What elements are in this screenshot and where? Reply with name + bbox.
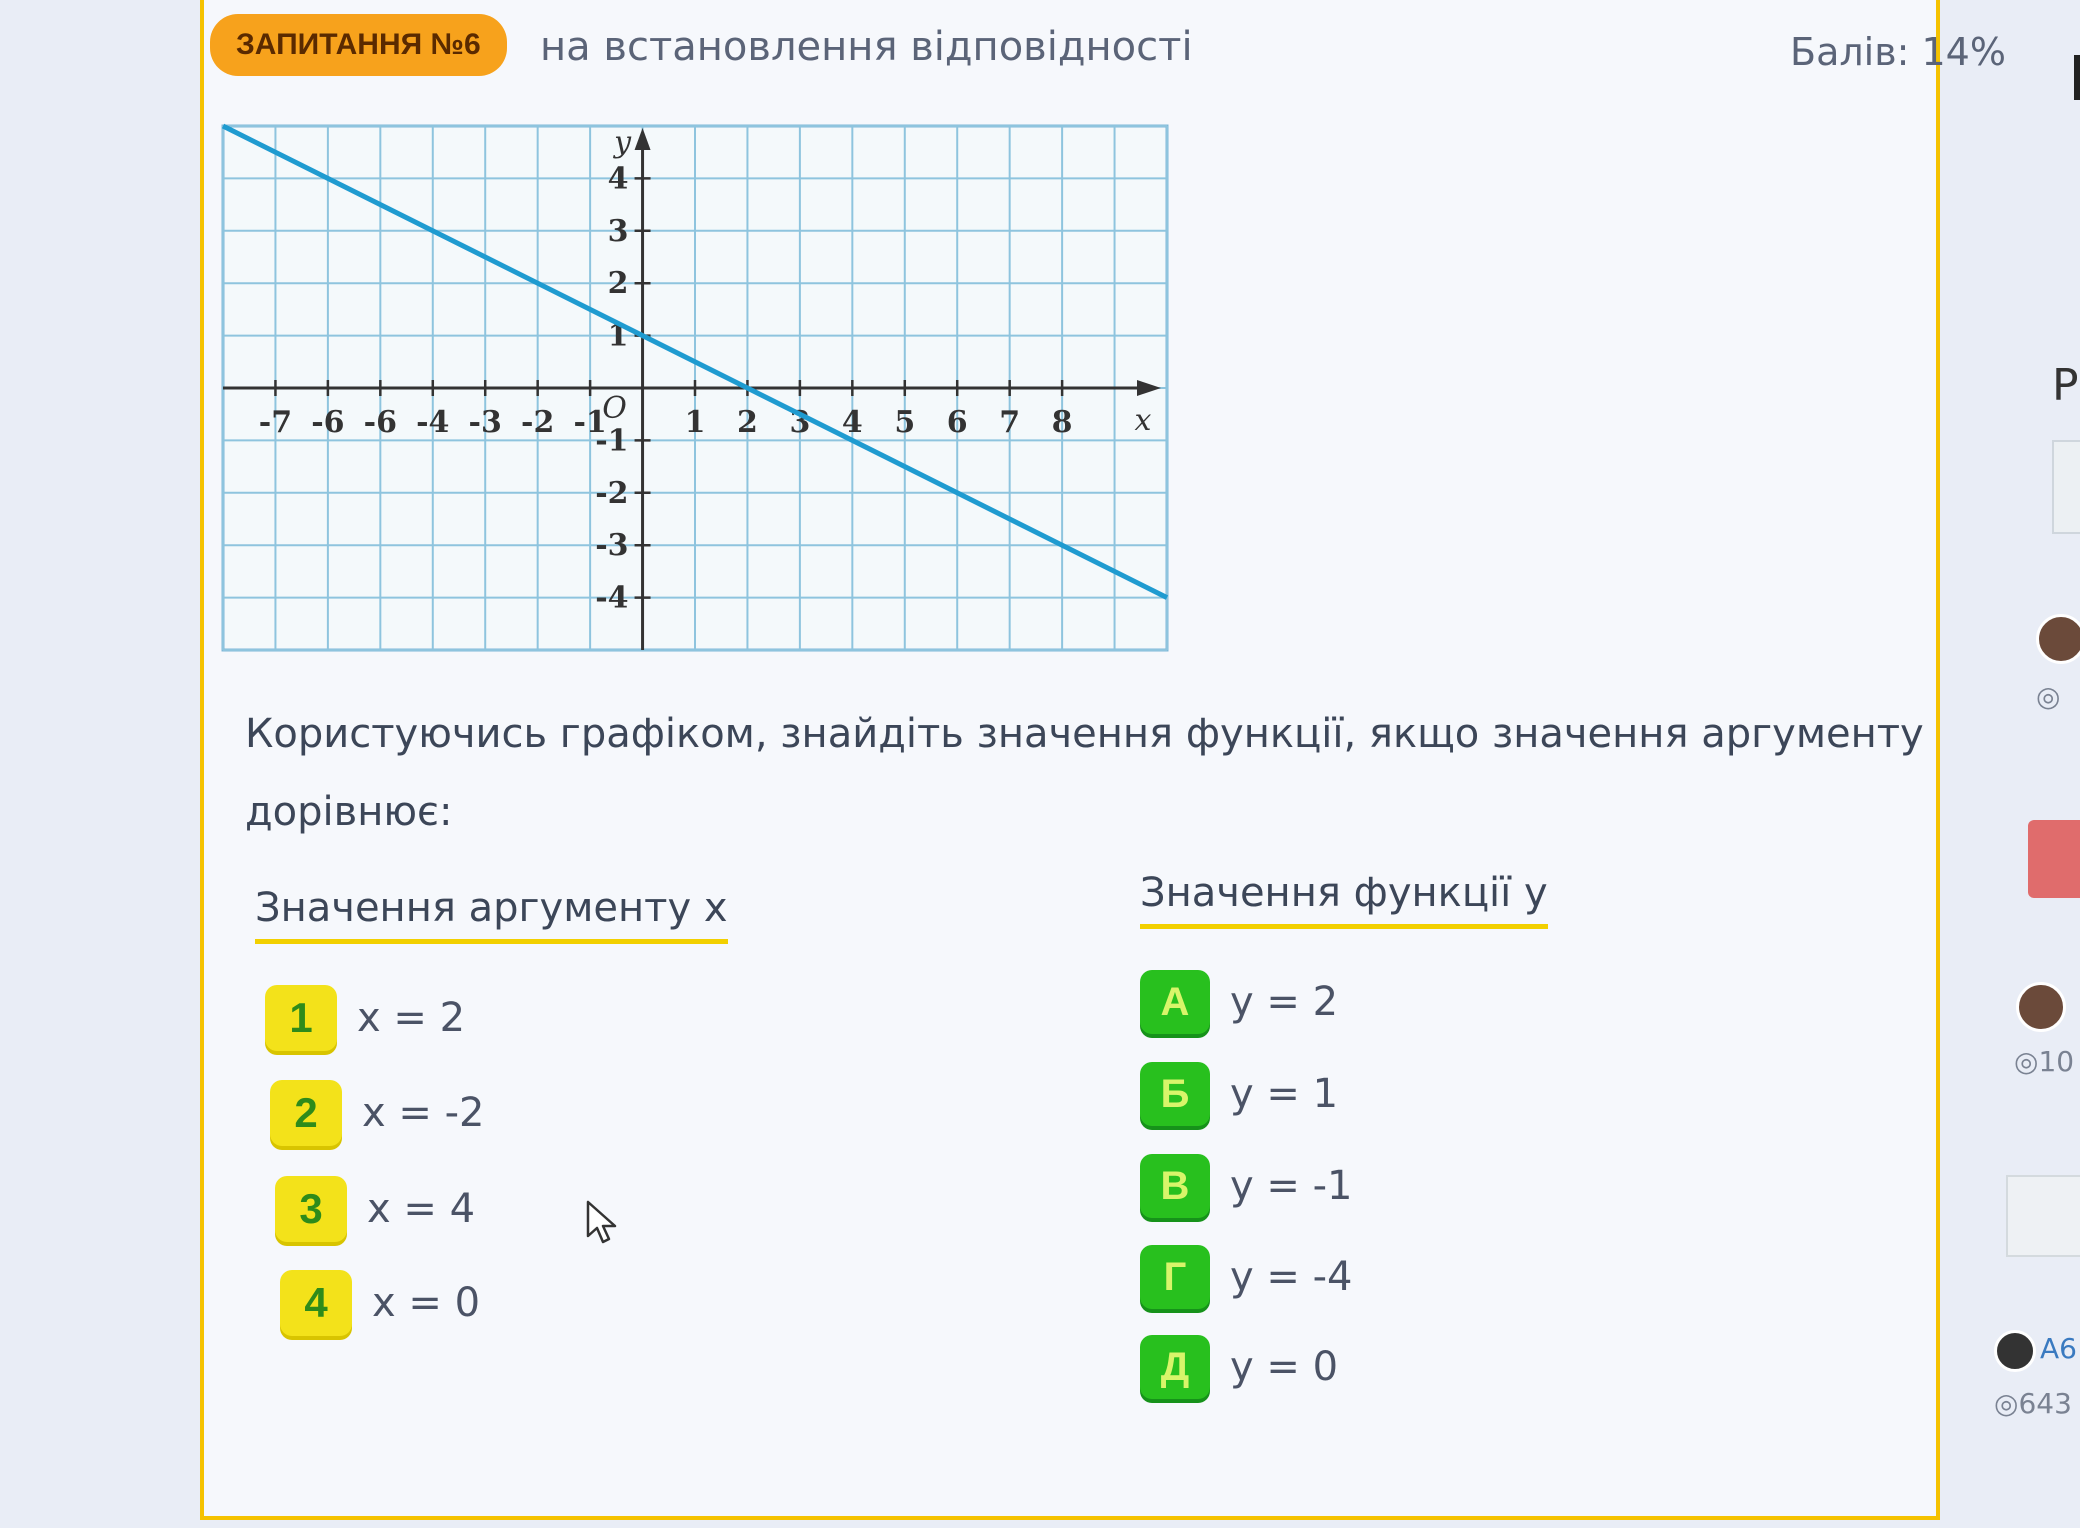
y-tick-label: -1 bbox=[595, 423, 629, 459]
x-tick-label: 5 bbox=[894, 405, 916, 440]
function-graph bbox=[215, 118, 1175, 658]
function-item[interactable] bbox=[1140, 1245, 1353, 1309]
x-tick-label: 8 bbox=[1051, 405, 1073, 440]
eye-icon: ◎ bbox=[2036, 680, 2061, 713]
sidebar-box bbox=[2052, 440, 2080, 534]
sidebar-edge-mark bbox=[2074, 55, 2080, 100]
function-text: y = -1 bbox=[1230, 1163, 1353, 1209]
x-tick-label: 3 bbox=[789, 405, 811, 440]
origin-label: O bbox=[602, 391, 627, 426]
avatar[interactable] bbox=[1994, 1330, 2036, 1372]
y-axis-label: y bbox=[614, 125, 632, 160]
argument-item[interactable] bbox=[270, 1080, 485, 1146]
score-label: Балів: 14% bbox=[1790, 30, 2006, 74]
function-key[interactable]: Г bbox=[1140, 1245, 1210, 1309]
x-tick-label: -7 bbox=[258, 405, 293, 440]
argument-text: x = 4 bbox=[367, 1186, 476, 1232]
x-tick-label: 4 bbox=[841, 405, 863, 440]
argument-column-title: Значення аргументу x bbox=[255, 885, 728, 944]
x-tick-label: 6 bbox=[946, 405, 968, 440]
argument-text: x = 0 bbox=[372, 1280, 481, 1326]
sidebar-letter: Р bbox=[2052, 360, 2079, 411]
y-tick-label: 3 bbox=[607, 213, 629, 249]
avatar[interactable] bbox=[2036, 614, 2080, 664]
x-tick-label: -3 bbox=[468, 405, 502, 440]
y-tick-label: -4 bbox=[595, 580, 629, 616]
argument-key[interactable]: 4 bbox=[280, 1270, 352, 1336]
question-type-label: на встановлення відповідності bbox=[540, 24, 1193, 70]
argument-item[interactable] bbox=[275, 1176, 475, 1242]
author-name[interactable]: А6 bbox=[2040, 1332, 2077, 1365]
x-axis-label: x bbox=[1134, 403, 1152, 438]
x-tick-label: 7 bbox=[999, 405, 1021, 440]
mouse-cursor-icon bbox=[586, 1200, 620, 1246]
function-key[interactable]: Б bbox=[1140, 1062, 1210, 1126]
views-value: 10 bbox=[2038, 1045, 2075, 1078]
eye-icon: ◎ bbox=[1994, 1387, 2019, 1420]
argument-key[interactable]: 3 bbox=[275, 1176, 347, 1242]
function-text: y = 1 bbox=[1230, 1071, 1339, 1117]
function-key[interactable]: Д bbox=[1140, 1335, 1210, 1399]
function-item[interactable] bbox=[1140, 970, 1338, 1034]
function-text: y = 0 bbox=[1230, 1344, 1339, 1390]
x-tick-label: -6 bbox=[311, 405, 345, 440]
sidebar-box bbox=[2006, 1175, 2080, 1257]
function-text: y = -4 bbox=[1230, 1254, 1353, 1300]
function-item[interactable] bbox=[1140, 1154, 1353, 1218]
y-tick-label: 2 bbox=[607, 266, 629, 302]
function-item[interactable] bbox=[1140, 1335, 1338, 1399]
eye-icon: ◎ bbox=[2014, 1045, 2039, 1078]
function-item[interactable] bbox=[1140, 1062, 1338, 1126]
views-count bbox=[2014, 1045, 2074, 1078]
question-number-badge: ЗАПИТАННЯ №6 bbox=[210, 14, 507, 76]
function-key[interactable]: В bbox=[1140, 1154, 1210, 1218]
argument-item[interactable] bbox=[265, 985, 465, 1051]
x-tick-label: 1 bbox=[684, 405, 706, 440]
y-tick-label: 4 bbox=[607, 161, 629, 197]
y-tick-label: -3 bbox=[595, 528, 629, 564]
function-column-title: Значення функції y bbox=[1140, 870, 1548, 929]
x-tick-label: -1 bbox=[573, 405, 607, 440]
x-tick-label: -2 bbox=[521, 405, 555, 440]
argument-text: x = 2 bbox=[357, 995, 466, 1041]
y-tick-label: -2 bbox=[595, 475, 629, 511]
argument-text: x = -2 bbox=[362, 1090, 485, 1136]
x-tick-label: -4 bbox=[416, 405, 450, 440]
argument-key[interactable]: 1 bbox=[265, 985, 337, 1051]
x-tick-label: -6 bbox=[363, 405, 397, 440]
function-text: y = 2 bbox=[1230, 979, 1339, 1025]
avatar[interactable] bbox=[2016, 982, 2066, 1032]
argument-item[interactable] bbox=[280, 1270, 480, 1336]
views-value: 643 bbox=[2018, 1387, 2072, 1420]
views-count bbox=[1994, 1387, 2072, 1420]
function-key[interactable]: А bbox=[1140, 970, 1210, 1034]
y-tick-label: 1 bbox=[607, 318, 629, 354]
question-text: Користуючись графіком, знайдіть значення функції, якщо значення аргументу дорівнює: bbox=[245, 711, 1924, 835]
sidebar-thumbnail[interactable] bbox=[2028, 820, 2080, 898]
x-tick-label: 2 bbox=[737, 405, 758, 440]
argument-key[interactable]: 2 bbox=[270, 1080, 342, 1146]
